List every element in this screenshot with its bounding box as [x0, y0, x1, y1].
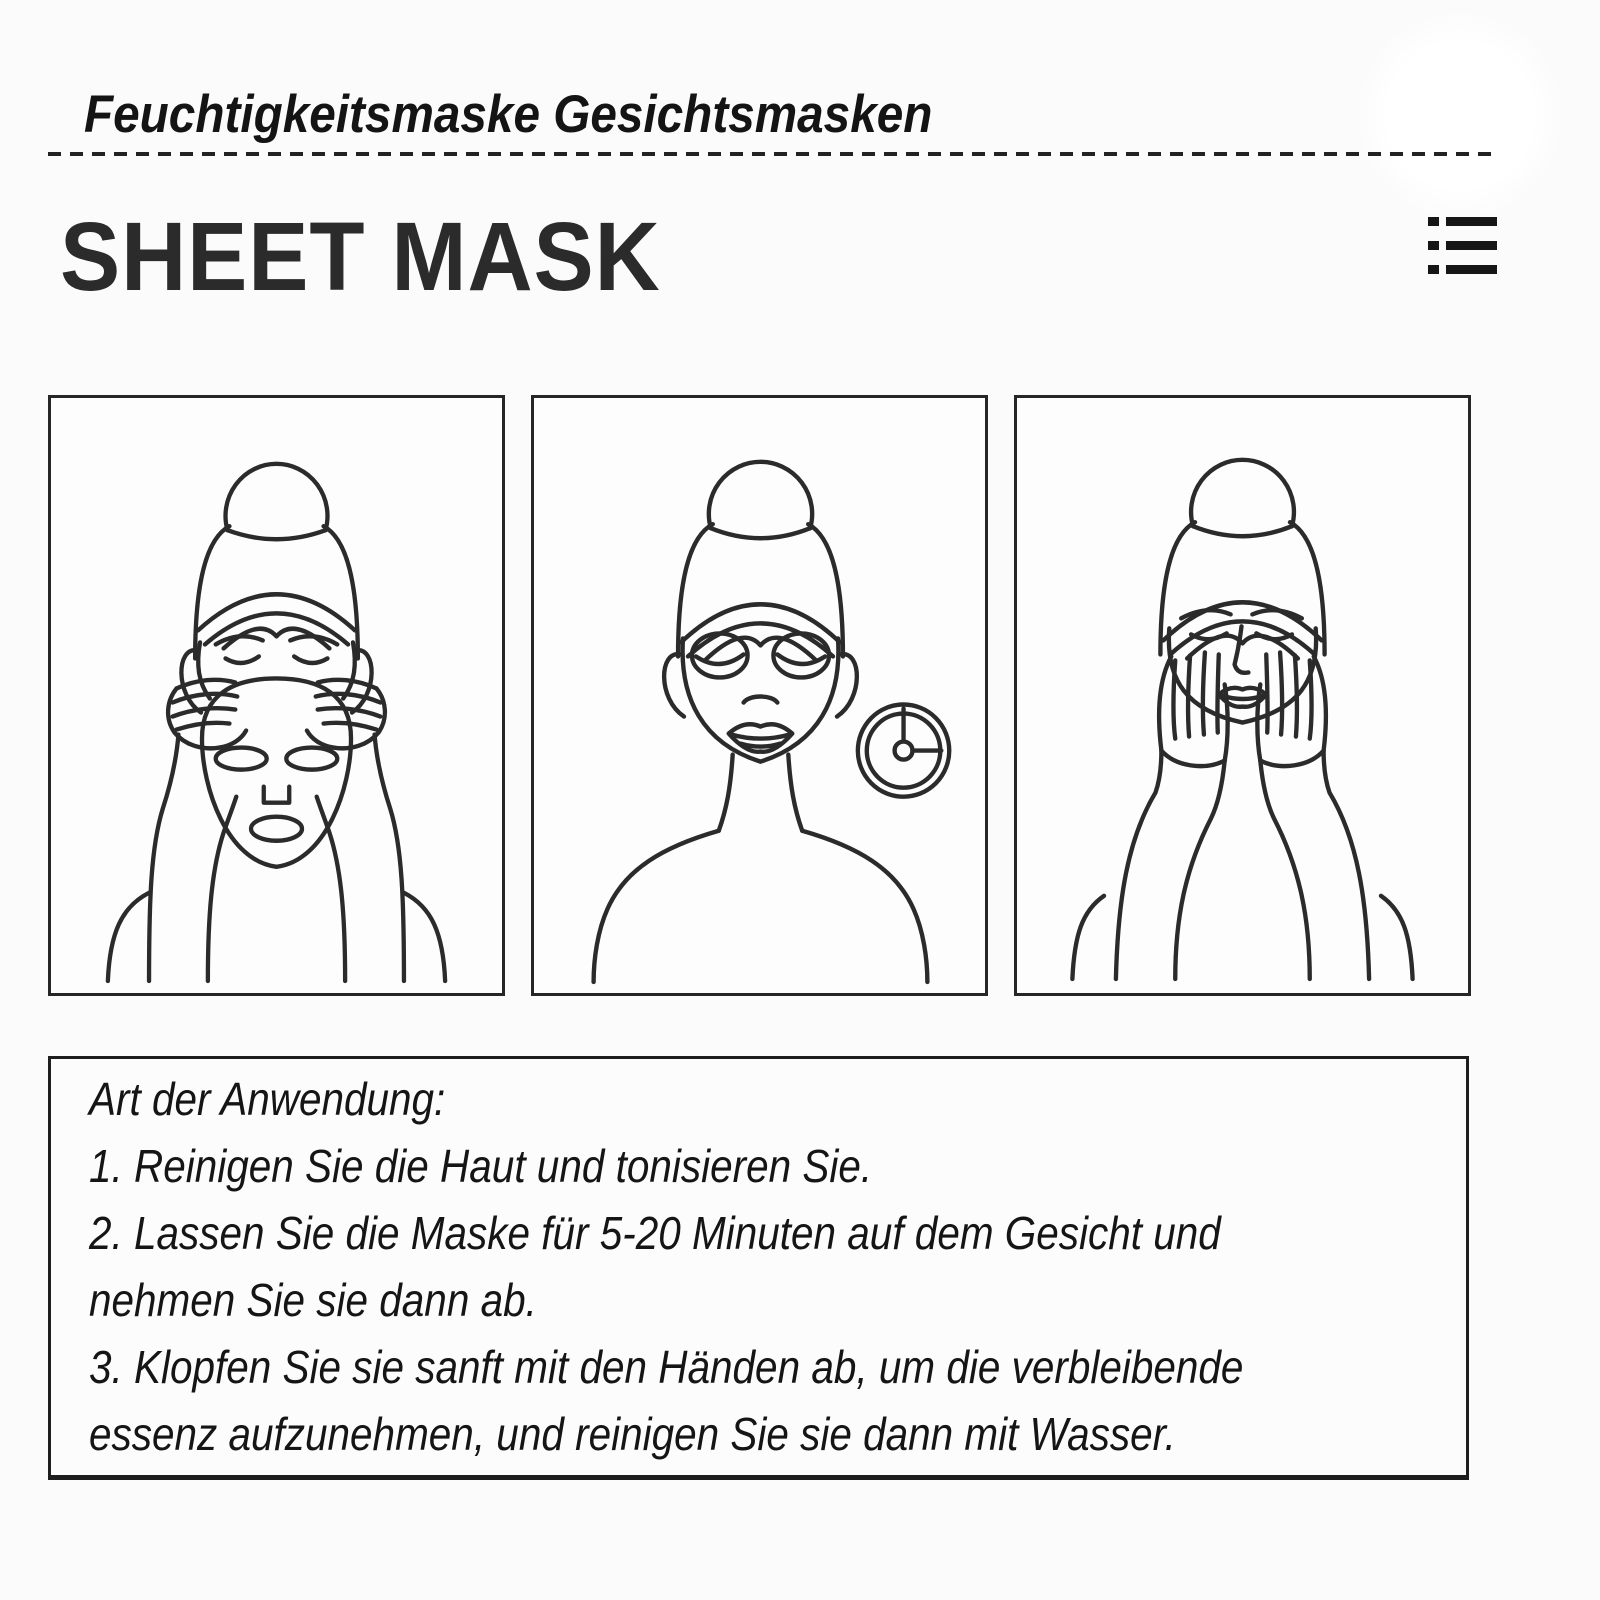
- woman-figure: [108, 464, 445, 981]
- corner-highlight: [1390, 45, 1530, 185]
- instructions-text: [89, 1066, 1448, 1468]
- step-panel-pat-face: [1014, 395, 1471, 996]
- page-title: SHEET MASK: [60, 202, 661, 311]
- page-subtitle: Feuchtigkeitsmaske Gesichtsmasken: [84, 85, 933, 144]
- right-hand: [307, 680, 404, 981]
- clock-icon: [858, 705, 949, 797]
- list-icon: [1428, 217, 1497, 274]
- instruction-line: essenz aufzunehmen, und reinigen Sie sie dann mit Wasser.: [89, 1408, 1176, 1460]
- illustration-wear-mask-timer: [534, 398, 985, 993]
- dashed-divider: [48, 152, 1493, 156]
- step-panel-wear-mask: [531, 395, 988, 996]
- illustration-pat-face: [1017, 398, 1468, 993]
- left-hand: [1116, 652, 1228, 979]
- left-hand: [149, 680, 246, 981]
- list-icon-row: [1428, 241, 1497, 250]
- instruction-line: 1. Reinigen Sie die Haut und tonisieren Sie.: [89, 1140, 873, 1192]
- list-icon-row: [1428, 265, 1497, 274]
- instruction-line: 2. Lassen Sie die Maske für 5-20 Minuten auf dem Gesicht und: [89, 1207, 1221, 1259]
- instructions-box: [48, 1056, 1469, 1480]
- instruction-line: nehmen Sie sie dann ab.: [89, 1274, 537, 1326]
- illustration-hold-sheet-mask: [51, 398, 502, 993]
- instructions-heading: Art der Anwendung:: [89, 1073, 446, 1125]
- right-hand: [1257, 652, 1369, 979]
- step-panels: [48, 395, 1471, 996]
- step-panel-apply-mask: [48, 395, 505, 996]
- list-icon-row: [1428, 217, 1497, 226]
- instruction-line: 3. Klopfen Sie sie sanft mit den Händen ab, um die verbleibende: [89, 1341, 1244, 1393]
